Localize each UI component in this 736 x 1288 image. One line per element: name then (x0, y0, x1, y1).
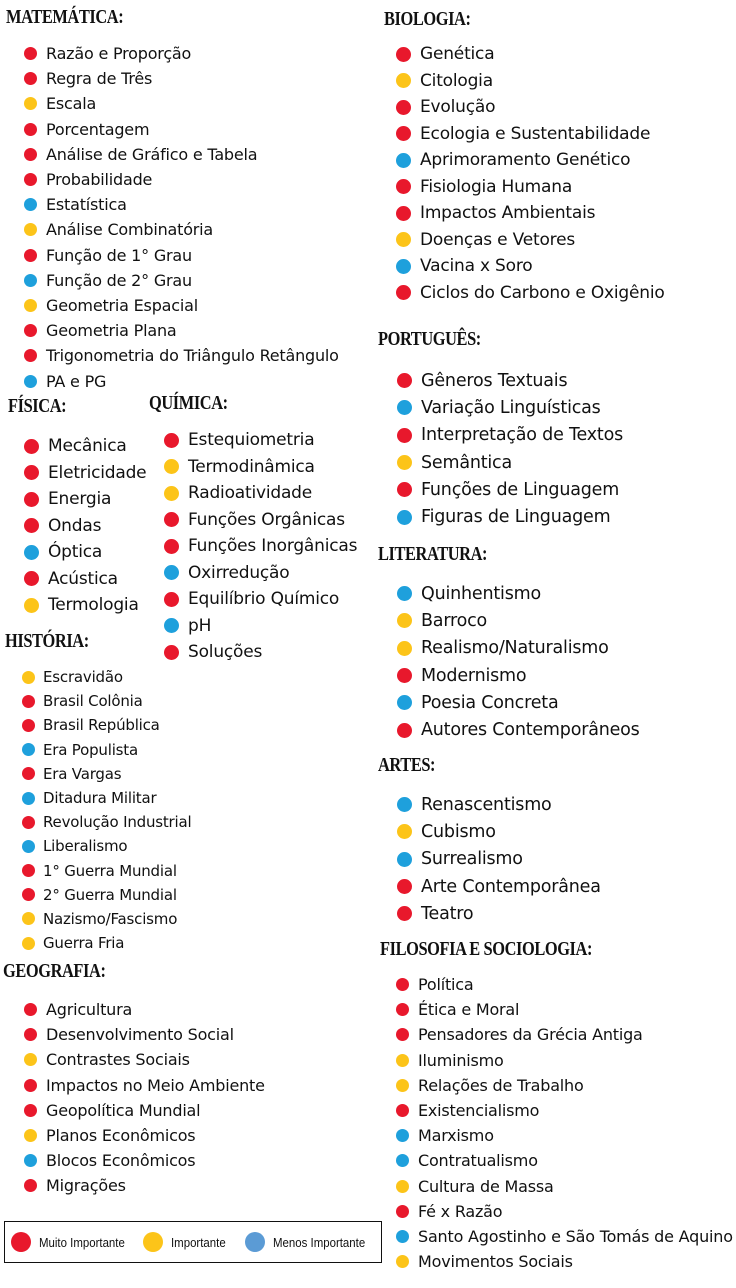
yellow-dot-icon (396, 1079, 409, 1092)
list-item (397, 791, 601, 818)
biologia-list (396, 41, 665, 306)
list-item (24, 268, 339, 293)
list-item (396, 280, 665, 307)
legend-box (4, 1221, 382, 1263)
yellow-dot-icon (396, 1054, 409, 1067)
item-label: Eletricidade (48, 462, 147, 483)
red-dot-icon (24, 349, 37, 362)
red-dot-icon (396, 1028, 409, 1041)
red-dot-icon (24, 123, 37, 136)
list-item (396, 1098, 733, 1123)
blue-dot-icon (397, 510, 412, 525)
item-label: Liberalismo (43, 837, 128, 856)
list-item (397, 662, 640, 689)
blue-dot-icon (397, 852, 412, 867)
yellow-dot-icon (24, 1053, 37, 1066)
list-item (397, 818, 601, 845)
item-label: Teatro (421, 903, 474, 924)
list-item (24, 997, 265, 1022)
red-dot-icon (24, 1079, 37, 1092)
list-item (22, 883, 191, 907)
item-label: Soluções (188, 642, 263, 663)
list-item (22, 907, 191, 931)
item-label: Termodinâmica (188, 456, 315, 477)
red-dot-icon (396, 1104, 409, 1117)
red-dot-icon (24, 1028, 37, 1041)
item-label: Funções de Linguagem (421, 479, 620, 500)
list-item (24, 91, 339, 116)
list-item (397, 476, 623, 503)
item-label: Nazismo/Fascismo (43, 909, 178, 928)
list-item (397, 607, 640, 634)
list-item (397, 503, 623, 530)
quimica-title: QUÍMICA: (149, 392, 228, 414)
literatura-list (397, 580, 640, 744)
item-label: Era Vargas (43, 764, 122, 783)
list-item (396, 147, 665, 174)
historia-list (22, 665, 191, 955)
list-item (24, 539, 146, 566)
list-item (22, 665, 191, 689)
item-label: Estequiometria (188, 430, 315, 451)
item-label: Quinhentismo (421, 583, 541, 604)
list-item (24, 167, 339, 192)
item-label: Pensadores da Grécia Antiga (418, 1025, 643, 1045)
item-label: Contrastes Sociais (46, 1050, 190, 1070)
blue-dot-icon (396, 259, 411, 274)
item-label: Genética (420, 44, 495, 65)
list-item (24, 1047, 265, 1072)
item-label: Probabilidade (46, 170, 153, 190)
list-item (24, 1123, 265, 1148)
list-item (397, 422, 623, 449)
list-item (396, 1174, 733, 1199)
yellow-dot-icon (397, 455, 412, 470)
item-label: Variação Linguísticas (421, 397, 601, 418)
red-dot-icon (24, 465, 39, 480)
legend-label: Menos Importante (272, 1234, 365, 1250)
item-label: Ética e Moral (418, 1000, 520, 1020)
list-item (396, 227, 665, 254)
item-label: Mecânica (48, 436, 127, 457)
list-item (22, 786, 191, 810)
legend-very-important (11, 1232, 137, 1252)
item-label: Citologia (420, 70, 493, 91)
item-label: Radioatividade (188, 483, 313, 504)
list-item (22, 762, 191, 786)
list-item (397, 367, 623, 394)
red-dot-icon (24, 492, 39, 507)
list-item (164, 507, 357, 534)
list-item (396, 997, 733, 1022)
list-item (164, 560, 357, 587)
yellow-dot-icon (24, 97, 37, 110)
item-label: Existencialismo (418, 1101, 540, 1121)
red-dot-icon (396, 126, 411, 141)
item-label: Ecologia e Sustentabilidade (420, 123, 651, 144)
red-dot-icon (396, 1205, 409, 1218)
blue-dot-icon (396, 1129, 409, 1142)
red-dot-icon (24, 1104, 37, 1117)
portugues-list (397, 367, 623, 531)
matematica-title: MATEMÁTICA: (6, 6, 124, 28)
list-item (164, 454, 357, 481)
item-label: Geometria Espacial (46, 295, 198, 315)
blue-dot-icon (397, 695, 412, 710)
yellow-dot-icon (397, 641, 412, 656)
list-item (396, 1022, 733, 1047)
item-label: Geometria Plana (46, 321, 177, 341)
item-label: Brasil República (43, 716, 160, 735)
red-dot-icon (396, 179, 411, 194)
red-dot-icon (24, 249, 37, 262)
item-label: Modernismo (421, 665, 527, 686)
item-label: Óptica (48, 542, 103, 563)
filosofia-list (396, 972, 733, 1274)
list-item (396, 1123, 733, 1148)
item-label: Desenvolvimento Social (46, 1025, 234, 1045)
red-dot-icon (22, 816, 35, 829)
list-item (396, 121, 665, 148)
list-item (22, 810, 191, 834)
red-dot-icon (164, 433, 179, 448)
yellow-dot-icon (22, 937, 35, 950)
item-label: Funções Inorgânicas (188, 536, 358, 557)
blue-dot-icon (24, 545, 39, 560)
list-item (396, 68, 665, 95)
yellow-dot-icon (164, 459, 179, 474)
item-label: Semântica (421, 452, 513, 473)
item-label: Contratualismo (418, 1151, 538, 1171)
blue-dot-icon (24, 375, 37, 388)
blue-dot-icon (245, 1232, 265, 1252)
list-item (22, 713, 191, 737)
blue-dot-icon (396, 1154, 409, 1167)
red-dot-icon (22, 864, 35, 877)
list-item (164, 533, 357, 560)
item-label: Migrações (46, 1176, 126, 1196)
item-label: PA e PG (46, 371, 107, 391)
list-item (164, 639, 357, 666)
blue-dot-icon (24, 274, 37, 287)
blue-dot-icon (396, 153, 411, 168)
artes-list (397, 791, 601, 927)
legend-label: Muito Importante (39, 1234, 125, 1250)
list-item (396, 1148, 733, 1173)
blue-dot-icon (397, 586, 412, 601)
item-label: Impactos no Meio Ambiente (46, 1075, 265, 1095)
literatura-title: LITERATURA: (378, 543, 488, 565)
list-item (396, 1073, 733, 1098)
list-item (24, 217, 339, 242)
red-dot-icon (396, 206, 411, 221)
item-label: Função de 1° Grau (46, 245, 192, 265)
geografia-list (24, 997, 265, 1199)
yellow-dot-icon (143, 1232, 163, 1252)
item-label: Fisiologia Humana (420, 176, 573, 197)
red-dot-icon (24, 571, 39, 586)
yellow-dot-icon (24, 223, 37, 236)
list-item (24, 117, 339, 142)
list-item (24, 513, 146, 540)
item-label: Trigonometria do Triângulo Retângulo (46, 346, 339, 366)
item-label: Análise de Gráfico e Tabela (46, 144, 258, 164)
item-label: Análise Combinatória (46, 220, 214, 240)
item-label: Equilíbrio Químico (188, 589, 340, 610)
list-item (396, 200, 665, 227)
artes-title: ARTES: (378, 754, 436, 776)
list-item (24, 66, 339, 91)
blue-dot-icon (396, 1230, 409, 1243)
item-label: Doenças e Vetores (420, 229, 575, 250)
list-item (24, 486, 146, 513)
blue-dot-icon (24, 198, 37, 211)
blue-dot-icon (24, 1154, 37, 1167)
red-dot-icon (24, 47, 37, 60)
list-item (24, 460, 146, 487)
red-dot-icon (11, 1232, 31, 1252)
item-label: Ditadura Militar (43, 789, 157, 808)
red-dot-icon (396, 285, 411, 300)
list-item (24, 1098, 265, 1123)
item-label: Marxismo (418, 1126, 494, 1146)
list-item (396, 253, 665, 280)
red-dot-icon (397, 723, 412, 738)
list-item (24, 243, 339, 268)
blue-dot-icon (22, 840, 35, 853)
item-label: Guerra Fria (43, 934, 125, 953)
list-item (397, 449, 623, 476)
item-label: Oxirredução (188, 562, 290, 583)
geografia-title: GEOGRAFIA: (3, 960, 106, 982)
item-label: Estatística (46, 195, 127, 215)
item-label: Funções Orgânicas (188, 509, 345, 530)
item-label: Termologia (48, 595, 139, 616)
item-label: Política (418, 975, 474, 995)
yellow-dot-icon (396, 73, 411, 88)
red-dot-icon (396, 978, 409, 991)
item-label: Porcentagem (46, 119, 150, 139)
red-dot-icon (24, 1003, 37, 1016)
list-item (164, 586, 357, 613)
blue-dot-icon (22, 792, 35, 805)
item-label: Revolução Industrial (43, 813, 192, 832)
list-item (396, 1048, 733, 1073)
blue-dot-icon (164, 565, 179, 580)
historia-title: HISTÓRIA: (5, 630, 89, 652)
list-item (164, 427, 357, 454)
item-label: Interpretação de Textos (421, 425, 624, 446)
item-label: Planos Econômicos (46, 1126, 196, 1146)
item-label: Evolução (420, 97, 496, 118)
list-item (397, 873, 601, 900)
list-item (22, 689, 191, 713)
item-label: Arte Contemporânea (421, 876, 601, 897)
red-dot-icon (164, 539, 179, 554)
list-item (24, 592, 146, 619)
item-label: Escala (46, 94, 97, 114)
item-label: Blocos Econômicos (46, 1151, 196, 1171)
yellow-dot-icon (396, 1255, 409, 1268)
red-dot-icon (22, 888, 35, 901)
list-item (24, 433, 146, 460)
list-item (22, 931, 191, 955)
item-label: Iluminismo (418, 1050, 504, 1070)
red-dot-icon (22, 767, 35, 780)
list-item (24, 192, 339, 217)
legend-important (143, 1232, 233, 1252)
item-label: Geopolítica Mundial (46, 1100, 201, 1120)
item-label: Cultura de Massa (418, 1176, 554, 1196)
item-label: Acústica (48, 568, 118, 589)
item-label: Fé x Razão (418, 1201, 503, 1221)
fisica-title: FÍSICA: (8, 395, 67, 417)
item-label: Função de 2° Grau (46, 270, 192, 290)
list-item (396, 94, 665, 121)
red-dot-icon (397, 482, 412, 497)
blue-dot-icon (397, 797, 412, 812)
red-dot-icon (397, 668, 412, 683)
list-item (24, 343, 339, 368)
item-label: Agricultura (46, 1000, 133, 1020)
legend-label: Importante (170, 1234, 226, 1250)
item-label: Gêneros Textuais (421, 370, 568, 391)
yellow-dot-icon (24, 598, 39, 613)
item-label: Renascentismo (421, 794, 552, 815)
list-item (397, 394, 623, 421)
list-item (164, 480, 357, 507)
list-item (396, 972, 733, 997)
item-label: Brasil Colônia (43, 692, 143, 711)
list-item (24, 293, 339, 318)
list-item (397, 689, 640, 716)
list-item (396, 1224, 733, 1249)
red-dot-icon (22, 695, 35, 708)
list-item (397, 900, 601, 927)
fisica-list (24, 433, 146, 619)
list-item (396, 1199, 733, 1224)
list-item (24, 1148, 265, 1173)
yellow-dot-icon (396, 1180, 409, 1193)
list-item (24, 318, 339, 343)
blue-dot-icon (164, 618, 179, 633)
red-dot-icon (24, 1179, 37, 1192)
yellow-dot-icon (22, 671, 35, 684)
list-item (24, 142, 339, 167)
list-item (164, 613, 357, 640)
item-label: Escravidão (43, 668, 123, 687)
item-label: Era Populista (43, 740, 138, 759)
item-label: Movimentos Sociais (418, 1252, 573, 1272)
yellow-dot-icon (24, 1129, 37, 1142)
yellow-dot-icon (397, 824, 412, 839)
blue-dot-icon (397, 400, 412, 415)
red-dot-icon (397, 373, 412, 388)
yellow-dot-icon (396, 232, 411, 247)
matematica-list (24, 41, 339, 394)
list-item (22, 859, 191, 883)
red-dot-icon (164, 592, 179, 607)
red-dot-icon (22, 719, 35, 732)
list-item (22, 834, 191, 858)
red-dot-icon (24, 324, 37, 337)
item-label: Regra de Três (46, 69, 153, 89)
legend-less-important (245, 1232, 378, 1252)
item-label: Realismo/Naturalismo (421, 638, 609, 659)
item-label: Vacina x Soro (420, 256, 533, 277)
list-item (397, 716, 640, 743)
red-dot-icon (24, 173, 37, 186)
list-item (396, 41, 665, 68)
item-label: Barroco (421, 610, 488, 631)
list-item (22, 738, 191, 762)
red-dot-icon (397, 879, 412, 894)
yellow-dot-icon (22, 912, 35, 925)
item-label: pH (188, 615, 212, 636)
red-dot-icon (24, 518, 39, 533)
red-dot-icon (397, 906, 412, 921)
item-label: Autores Contemporâneos (421, 720, 640, 741)
yellow-dot-icon (164, 486, 179, 501)
item-label: Figuras de Linguagem (421, 507, 611, 528)
item-label: Surrealismo (421, 849, 523, 870)
item-label: Poesia Concreta (421, 692, 559, 713)
item-label: Razão e Proporção (46, 44, 192, 64)
red-dot-icon (24, 148, 37, 161)
item-label: Relações de Trabalho (418, 1075, 584, 1095)
red-dot-icon (396, 1003, 409, 1016)
item-label: 2° Guerra Mundial (43, 885, 177, 904)
list-item (397, 580, 640, 607)
item-label: Energia (48, 489, 112, 510)
list-item (24, 1022, 265, 1047)
list-item (24, 566, 146, 593)
item-label: Ciclos do Carbono e Oxigênio (420, 282, 665, 303)
red-dot-icon (164, 512, 179, 527)
yellow-dot-icon (24, 299, 37, 312)
red-dot-icon (396, 47, 411, 62)
item-label: Aprimoramento Genético (420, 150, 631, 171)
item-label: 1° Guerra Mundial (43, 861, 177, 880)
list-item (396, 1249, 733, 1274)
list-item (397, 635, 640, 662)
item-label: Ondas (48, 515, 102, 536)
list-item (24, 1173, 265, 1198)
list-item (24, 41, 339, 66)
list-item (24, 368, 339, 393)
item-label: Cubismo (421, 821, 496, 842)
blue-dot-icon (22, 743, 35, 756)
red-dot-icon (164, 645, 179, 660)
portugues-title: PORTUGUÊS: (378, 328, 481, 350)
red-dot-icon (24, 439, 39, 454)
item-label: Impactos Ambientais (420, 203, 596, 224)
biologia-title: BIOLOGIA: (384, 8, 471, 30)
list-item (24, 1073, 265, 1098)
red-dot-icon (397, 428, 412, 443)
item-label: Santo Agostinho e São Tomás de Aquino (418, 1226, 733, 1246)
list-item (396, 174, 665, 201)
quimica-list (164, 427, 357, 666)
yellow-dot-icon (397, 613, 412, 628)
filosofia-title: FILOSOFIA E SOCIOLOGIA: (380, 938, 593, 960)
list-item (397, 846, 601, 873)
red-dot-icon (24, 72, 37, 85)
red-dot-icon (396, 100, 411, 115)
